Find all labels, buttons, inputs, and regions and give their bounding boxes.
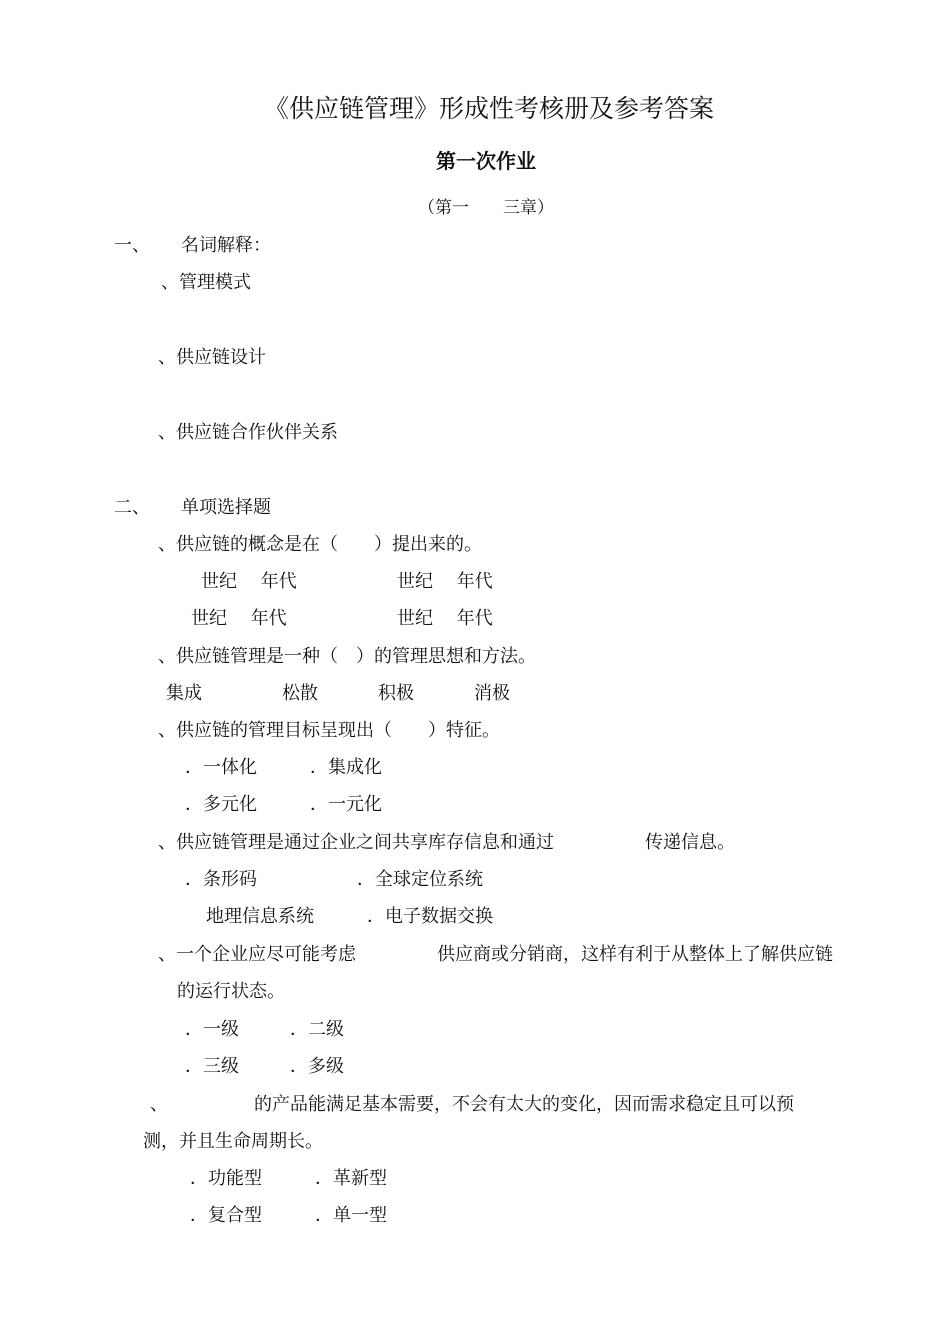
- term-item: 、供应链合作伙伴关系: [158, 422, 338, 443]
- option-a: ．一级: [185, 1019, 239, 1040]
- option-c: 积极: [378, 683, 414, 704]
- term-item: 、供应链设计: [158, 347, 266, 368]
- question-stem: 、: [150, 1094, 168, 1115]
- option-a: ．条形码: [185, 869, 257, 890]
- option-d: ．单一型: [315, 1205, 387, 1226]
- option-b: ．革新型: [315, 1168, 387, 1189]
- section-1-heading: 名词解释：: [181, 235, 271, 256]
- chapter-range: （第一 三章）: [418, 198, 554, 218]
- option-a: ．一体化: [185, 757, 257, 778]
- option-d: 世纪 年代: [397, 608, 493, 629]
- section-2-marker: 二、: [114, 497, 150, 518]
- option-b: ．集成化: [310, 757, 382, 778]
- question-stem-cont: 的产品能满足基本需要，不会有太大的变化，因而需求稳定且可以预: [254, 1094, 794, 1115]
- section-1-marker: 一、: [114, 235, 150, 256]
- option-b: ．全球定位系统: [357, 869, 483, 890]
- assignment-subtitle: 第一次作业: [436, 149, 536, 173]
- option-a: 世纪 年代: [201, 571, 297, 592]
- option-c: 世纪 年代: [191, 608, 287, 629]
- question-stem-cont: 的运行状态。: [177, 981, 285, 1002]
- section-2-heading: 单项选择题: [181, 497, 271, 518]
- option-d: ．电子数据交换: [367, 906, 493, 927]
- option-c: 地理信息系统: [206, 906, 314, 927]
- term-item: 、管理模式: [161, 272, 251, 293]
- option-d: ．一元化: [310, 794, 382, 815]
- question-stem: 、一个企业应尽可能考虑: [158, 944, 356, 965]
- question-stem: 、供应链管理是一种（ ）的管理思想和方法。: [158, 646, 536, 667]
- option-b: 松散: [282, 683, 318, 704]
- question-stem: 、供应链的概念是在（ ）提出来的。: [158, 534, 482, 555]
- option-c: ．三级: [185, 1056, 239, 1077]
- document-title: 《供应链管理》形成性考核册及参考答案: [263, 94, 714, 123]
- option-a: ．功能型: [190, 1168, 262, 1189]
- option-b: ．二级: [290, 1019, 344, 1040]
- question-stem-cont: 传递信息。: [645, 832, 735, 853]
- question-stem-cont: 供应商或分销商，这样有利于从整体上了解供应链: [437, 944, 833, 965]
- question-stem-cont: 测，并且生命周期长。: [143, 1131, 323, 1152]
- option-a: 集成: [166, 683, 202, 704]
- option-c: ．复合型: [190, 1205, 262, 1226]
- option-d: 消极: [474, 683, 510, 704]
- option-d: ．多级: [290, 1056, 344, 1077]
- option-c: ．多元化: [185, 794, 257, 815]
- question-stem: 、供应链管理是通过企业之间共享库存信息和通过: [158, 832, 554, 853]
- option-b: 世纪 年代: [397, 571, 493, 592]
- question-stem: 、供应链的管理目标呈现出（ ）特征。: [158, 720, 500, 741]
